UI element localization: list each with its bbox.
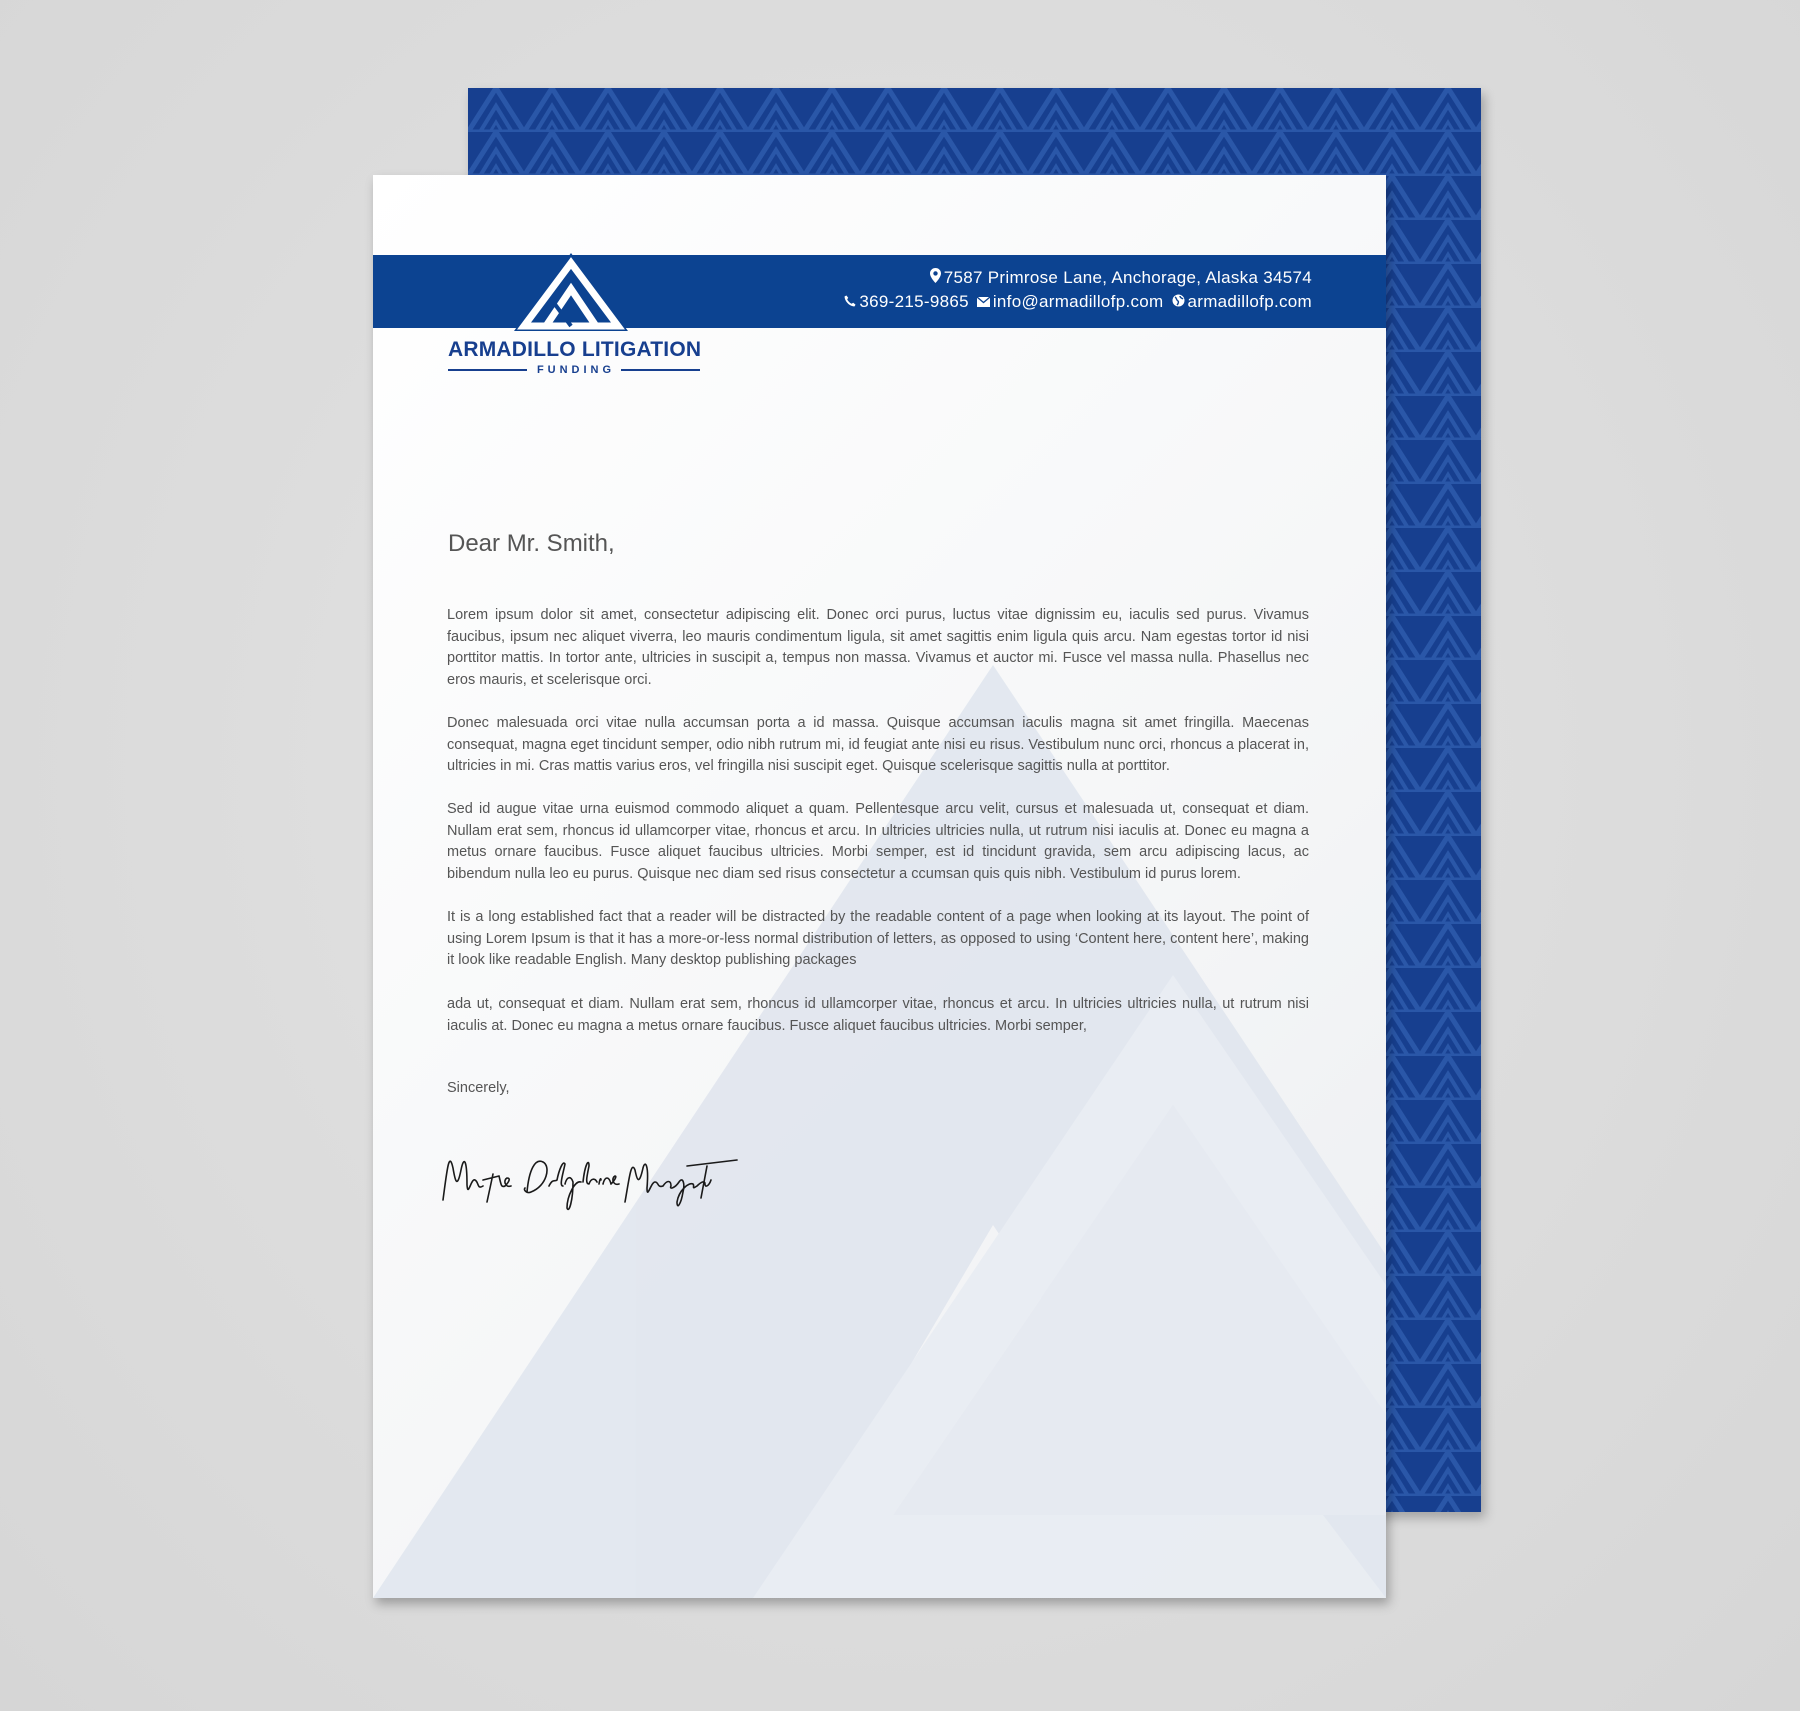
divider <box>621 369 700 371</box>
contact-phone: 369-215-9865 <box>859 292 969 311</box>
letter-paragraph: Sed id augue vitae urna euismod commodo aliquet a quam. Pellentesque arcu velit, cursus et malesuada ut, consequat et diam. Nullam erat sem, rhoncus id ullamcorper vitae, rhoncus et arcu. In ultricies ultricies nulla, ut rutrum nisi iaculis at. Donec eu magna a metus ornare faucibus. Fusce aliquet faucibus ultricies. Morbi semper, est id tincidunt gravida, sem arcu adipiscing lacus, ac bibendum nulla leo eu purus. Quisque nec diam sed risus consectetur a ccumsan quis quis nibh. Vestibulum id purus lorem. <box>447 801 1309 882</box>
letter-paragraph: It is a long established fact that a reader will be distracted by the readable content of a page when looking at its layout. The point of using Lorem Ipsum is that it has a more-or-less normal distribution of letters, as opposed to using ‘Content here, content here’, making it look like readable English. Many desktop publishing packages <box>447 909 1309 968</box>
phone-icon <box>844 292 856 312</box>
letter-paragraph: Lorem ipsum dolor sit amet, consectetur adipiscing elit. Donec orci purus, luctus vitae dignissim eu, iaculis sed purus. Vivamus faucibus, ipsum nec aliquet viverra, leo mauris condimentum ligula, sit amet sagittis enim ligula quis arcu. Nam egestas tortor id nisi porttitor mattis. In tortor ante, ultricies in suscipit a, tempus non massa. Vivamus et auctor mi. Fusce vel massa nulla. Phasellus nec eros mauris, et scelerisque orci. <box>447 607 1309 688</box>
contact-details-line <box>844 292 1312 312</box>
location-pin-icon <box>930 268 941 288</box>
letter-salutation: Dear Mr. Smith, <box>448 530 615 557</box>
letter-paragraph: ada ut, consequat et diam. Nullam erat sem, rhoncus id ullamcorper vitae, rhoncus et arcu. In ultricies ultricies nulla, ut rutrum nisi iaculis at. Donec eu magna a metus ornare faucibus. Fusce aliquet faucibus ultricies. Morbi semper, <box>447 996 1309 1034</box>
contact-address: 7587 Primrose Lane, Anchorage, Alaska 34574 <box>943 268 1312 287</box>
armadillo-logo-icon <box>514 253 628 331</box>
company-subname-text: FUNDING <box>536 364 616 376</box>
globe-icon <box>1172 292 1185 312</box>
letter-closing: Sincerely, <box>447 1080 510 1096</box>
letterhead-sheet <box>373 175 1386 1598</box>
contact-address-line <box>930 268 1312 288</box>
divider <box>448 369 527 371</box>
company-name: ARMADILLO LITIGATION <box>448 338 702 361</box>
letter-paragraph: Donec malesuada orci vitae nulla accumsan porta a id massa. Quisque accumsan iaculis magna sit amet fringilla. Maecenas consequat, magna eget tincidunt semper, odio nibh rutrum mi, id feugiat ante nisi eu risus. Vestibulum nunc orci, rhoncus a placerat in, ultricies in mi. Cras mattis varius eros, vel fringilla nisi suscipit eget. Quisque scelerisque sagittis nulla at porttitor. <box>447 715 1309 774</box>
envelope-icon <box>977 292 990 312</box>
handwritten-signature <box>439 1130 739 1220</box>
contact-email: info@armadillofp.com <box>992 292 1164 311</box>
contact-website: armadillofp.com <box>1187 292 1312 311</box>
company-subname <box>448 363 700 377</box>
watermark-logo <box>373 175 1386 1598</box>
